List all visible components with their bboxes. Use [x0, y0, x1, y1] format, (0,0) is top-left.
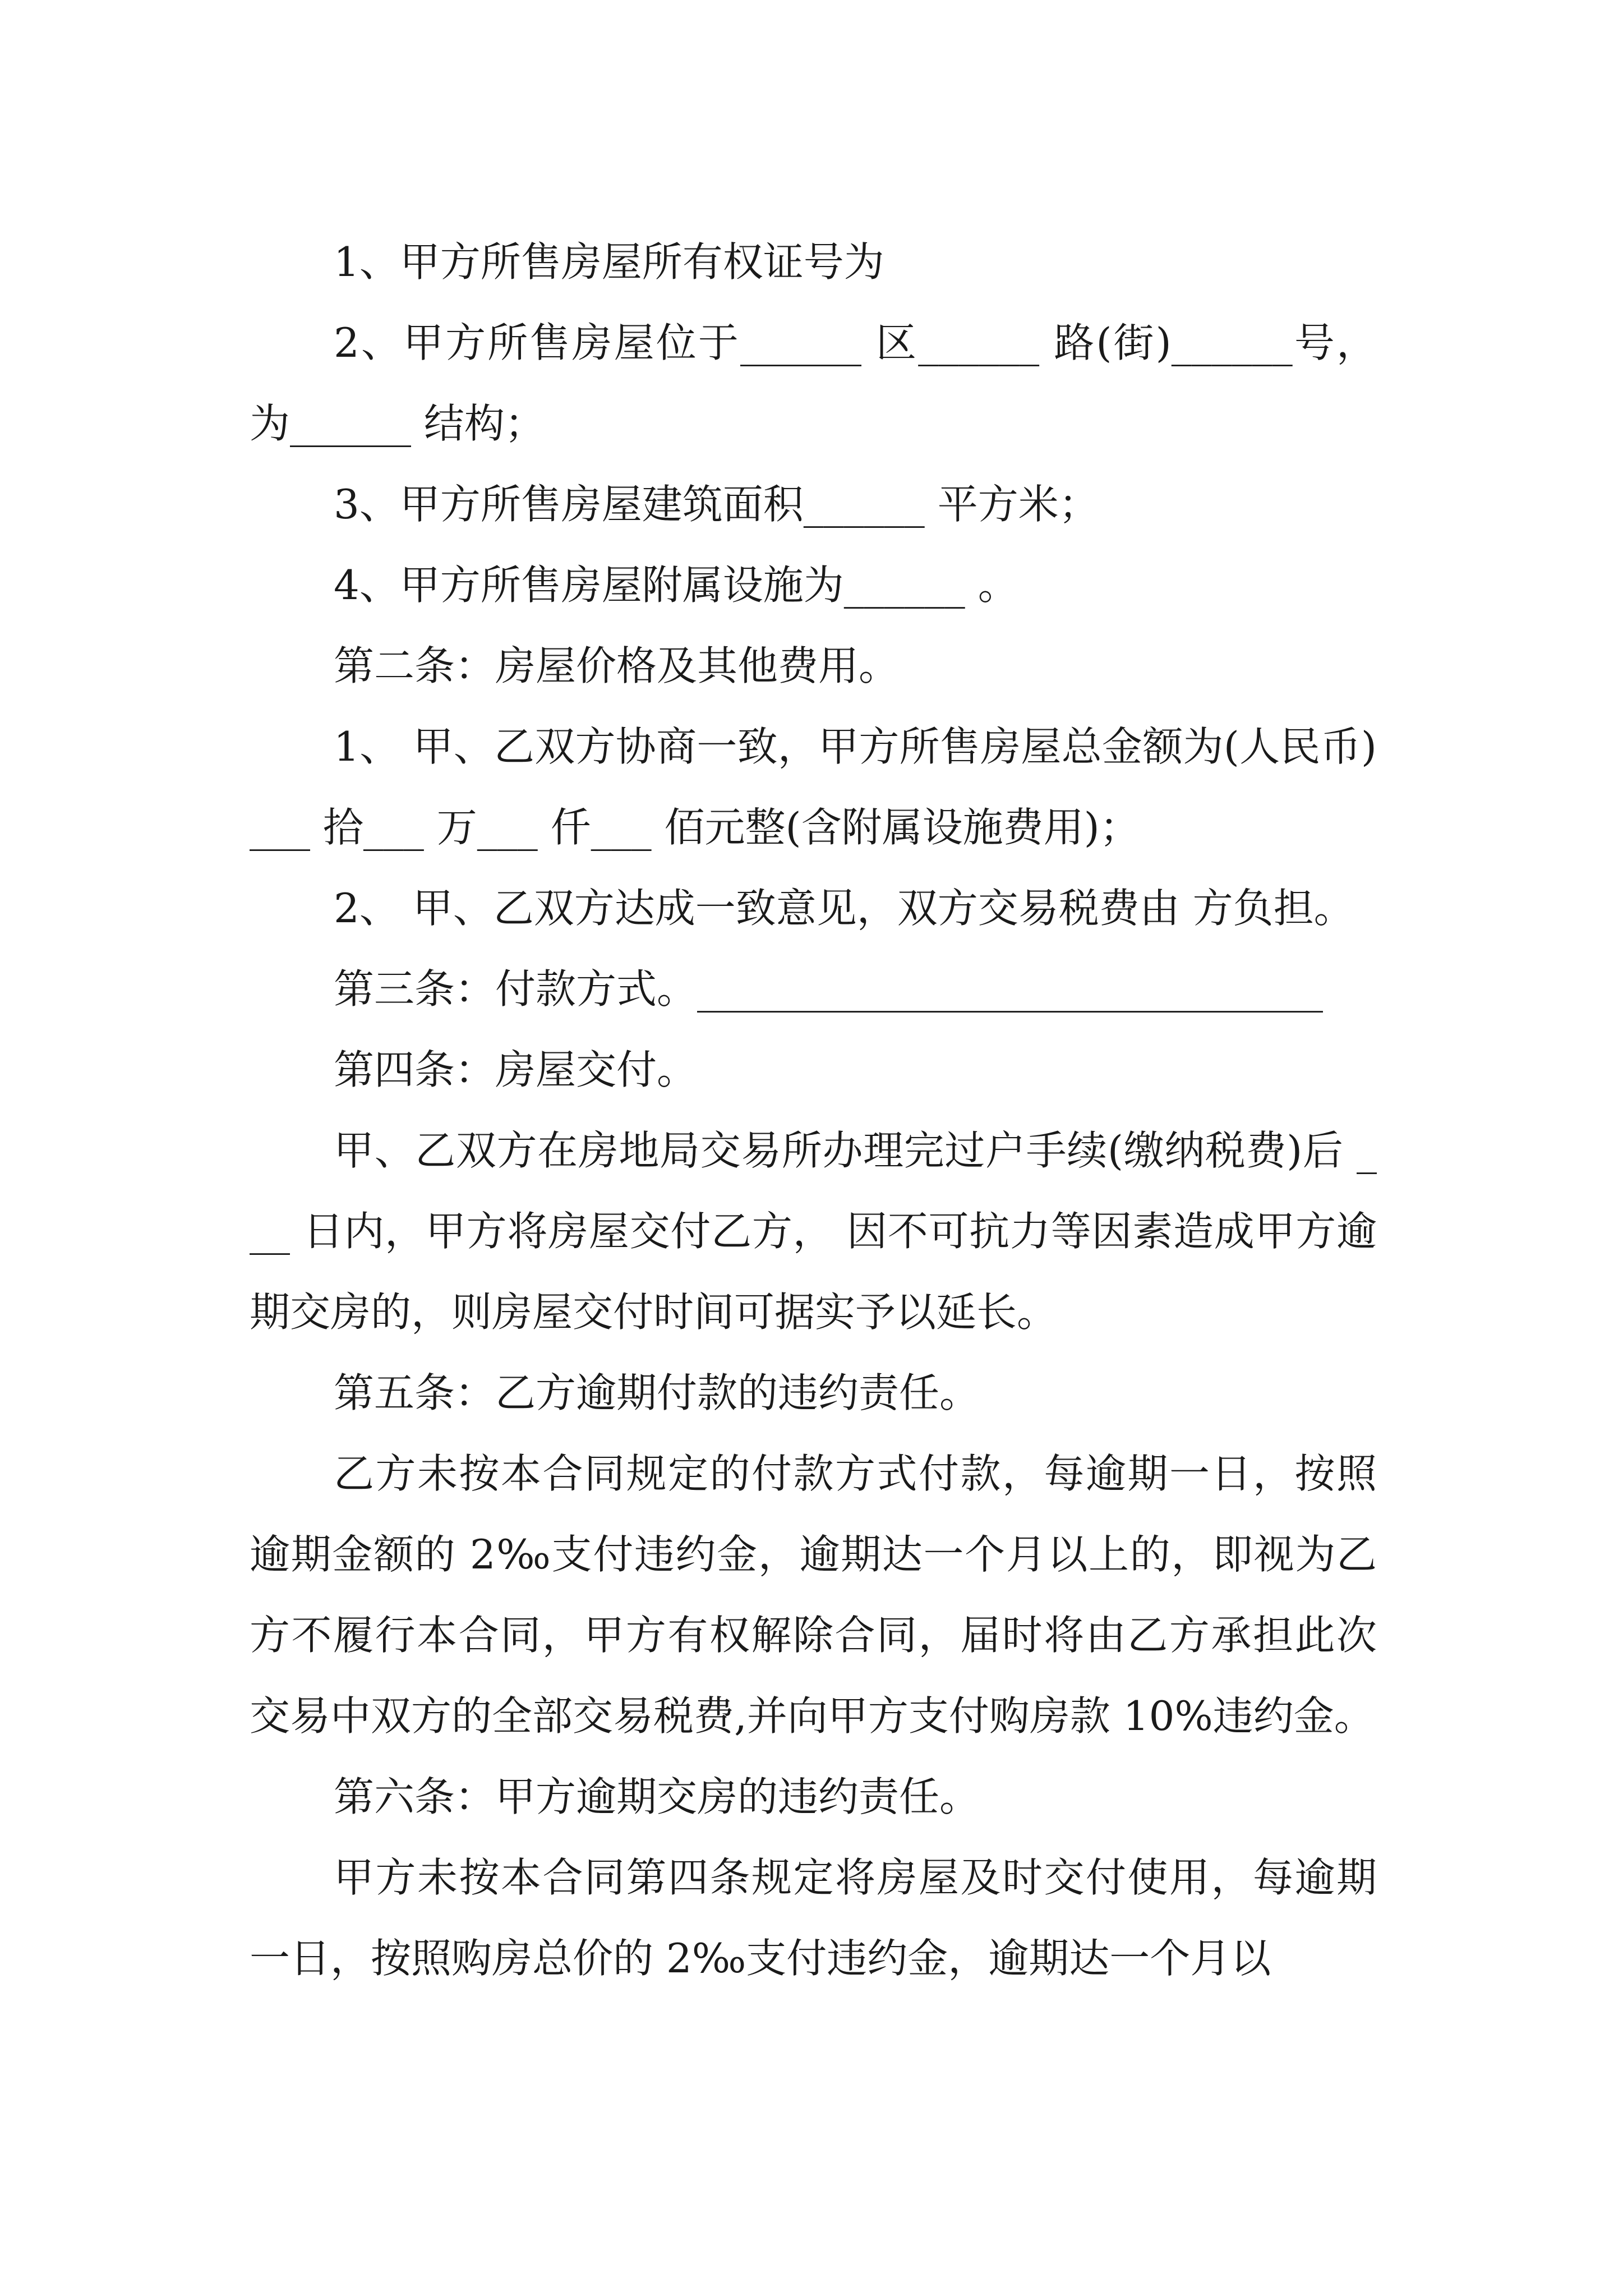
clause5-heading: 第五条：乙方逾期付款的违约责任。	[334, 1369, 980, 1416]
clause6-heading: 第六条：甲方逾期交房的违约责任。	[334, 1773, 980, 1820]
clause1-item4: 4、甲方所售房屋附属设施为______ 。	[334, 562, 1018, 609]
clause1-item2: 2、甲方所售房屋位于______ 区______ 路(街)______号，为______ 结构；	[250, 319, 1377, 447]
contract-body	[250, 222, 1377, 1999]
clause5-body: 乙方未按本合同规定的付款方式付款，每逾期一日，按照逾期金额的 2‰支付违约金，逾期达一个月以上的，即视为乙方不履行本合同，甲方有权解除合同，届时将由乙方承担此次交易中双方的全部交易税费,并向甲方支付购房款 10%违约金。	[250, 1450, 1377, 1740]
clause2-item1: 1、 甲、乙双方协商一致，甲方所售房屋总金额为(人民币)___ 拾___ 万___ 仟___ 佰元整(含附属设施费用)；	[250, 723, 1377, 851]
clause1-item1: 1、甲方所售房屋所有权证号为	[334, 238, 884, 286]
clause2-item2: 2、 甲、乙双方达成一致意见，双方交易税费由 方负担。	[334, 885, 1354, 932]
clause1-item3: 3、甲方所售房屋建筑面积______ 平方米；	[334, 481, 1099, 528]
clause2-heading: 第二条：房屋价格及其他费用。	[334, 642, 900, 689]
clause3-heading: 第三条：付款方式。_______________________________	[334, 965, 1324, 1013]
clause6-body: 甲方未按本合同第四条规定将房屋及时交付使用，每逾期一日，按照购房总价的 2‰支付违约金，逾期达一个月以	[250, 1854, 1377, 1982]
clause4-heading: 第四条：房屋交付。	[334, 1046, 698, 1093]
clause4-body: 甲、乙双方在房地局交易所办理完过户手续(缴纳税费)后 ___ 日内，甲方将房屋交付乙方， 因不可抗力等因素造成甲方逾期交房的，则房屋交付时间可据实予以延长。	[250, 1127, 1377, 1336]
